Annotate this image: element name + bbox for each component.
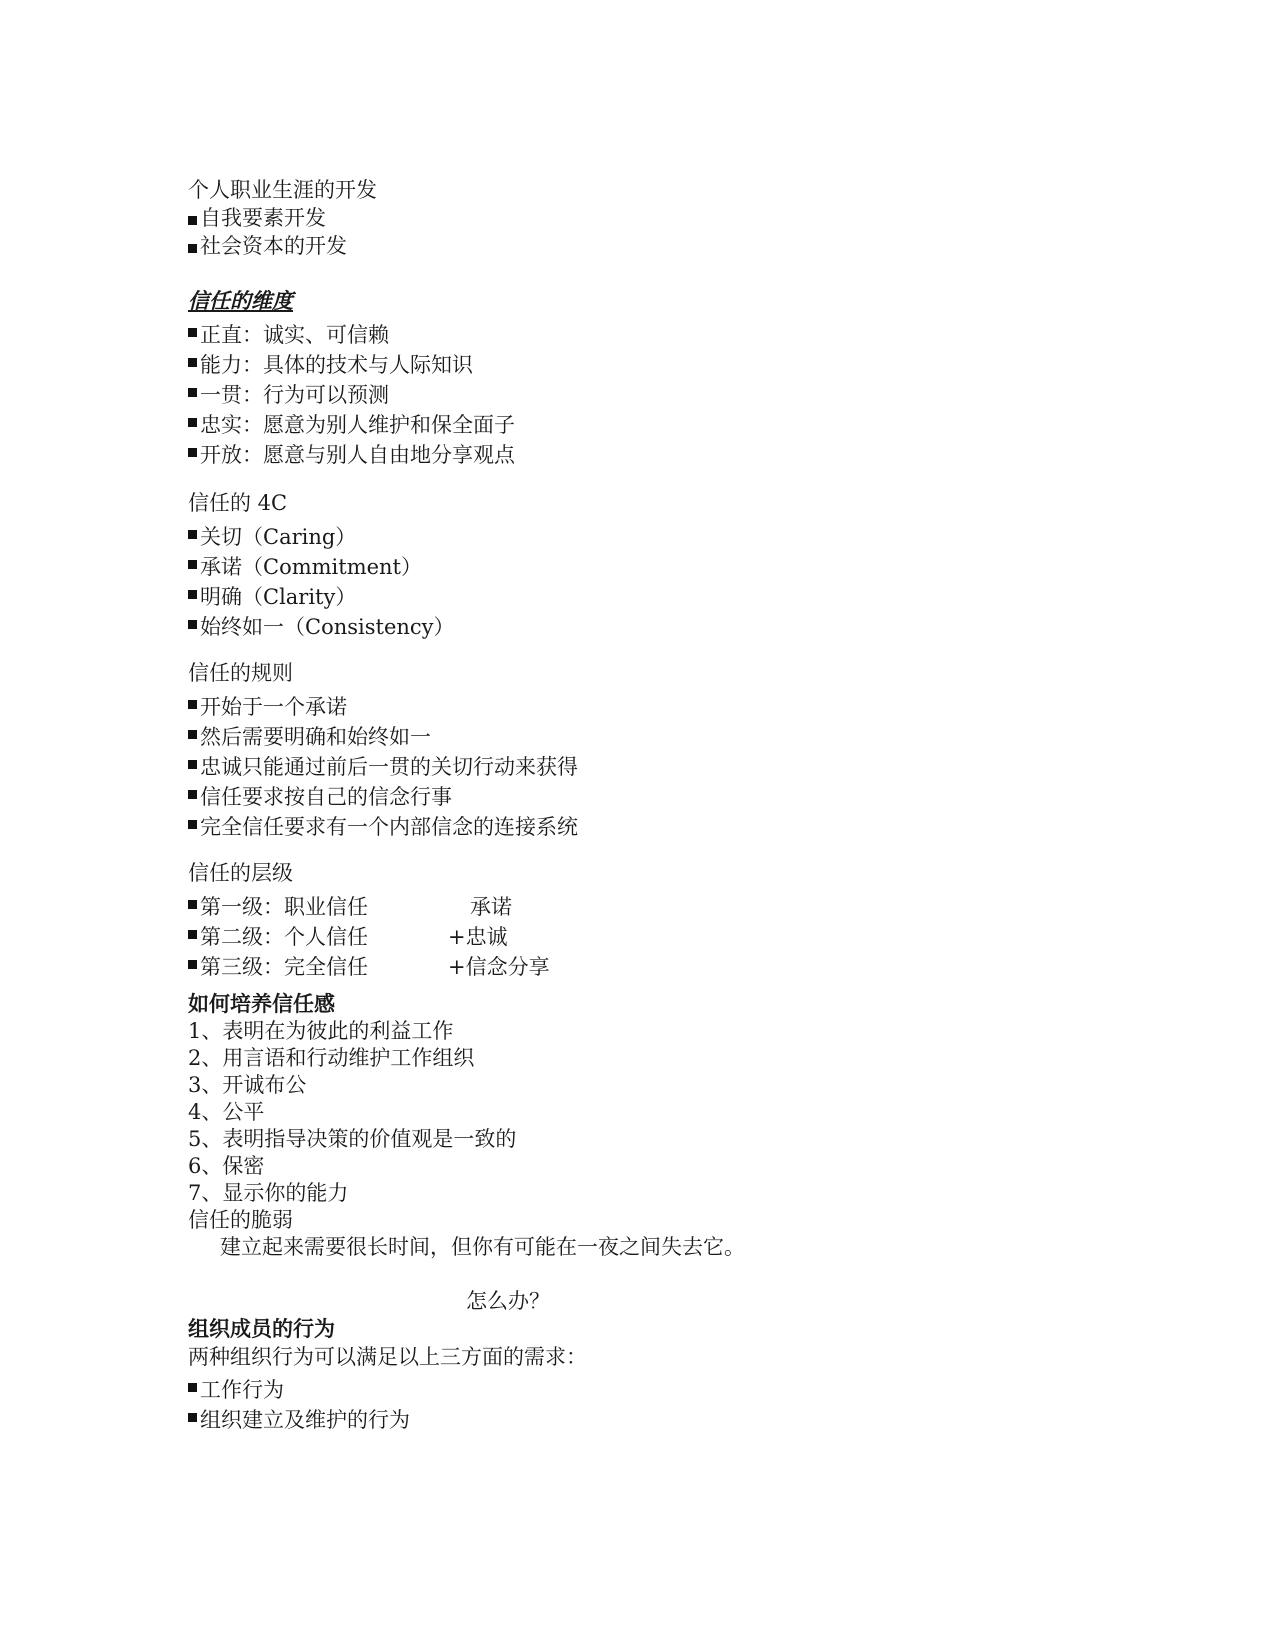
square-bullet-icon — [188, 328, 197, 337]
list-item: 一贯：行为可以预测 — [188, 380, 1088, 410]
question-text: 怎么办？ — [466, 1289, 550, 1313]
list-item: 正直：诚实、可信赖 — [188, 320, 1088, 350]
section-title-dimensions: 信任的维度 — [188, 289, 293, 313]
behavior-intro: 两种组织行为可以满足以上三方面的需求： — [188, 1345, 587, 1369]
list-item: 组织建立及维护的行为 — [188, 1405, 1088, 1435]
list-item: 第二级：个人信任 +忠诚 — [188, 922, 1088, 952]
list-item: 工作行为 — [188, 1375, 1088, 1405]
square-bullet-icon — [188, 930, 197, 939]
list-item: 关切（Caring） — [188, 522, 1088, 552]
square-bullet-icon — [188, 700, 197, 709]
square-bullet-icon — [188, 1413, 197, 1422]
list-item: 4、公平 — [188, 1100, 265, 1124]
square-bullet-icon — [188, 530, 197, 539]
square-bullet-icon — [188, 590, 197, 599]
section-title-fragile: 信任的脆弱 — [188, 1208, 293, 1232]
square-bullet-icon — [188, 358, 197, 367]
square-bullet-icon — [188, 620, 197, 629]
square-bullet-icon — [188, 244, 197, 253]
section-title-career: 个人职业生涯的开发 — [188, 178, 377, 202]
section-title-behavior: 组织成员的行为 — [188, 1317, 335, 1341]
list-item: 开始于一个承诺 — [188, 692, 1088, 722]
list-item: 1、表明在为彼此的利益工作 — [188, 1019, 454, 1043]
list-item: 自我要素开发 — [188, 204, 1088, 232]
list-item: 能力：具体的技术与人际知识 — [188, 350, 1088, 380]
square-bullet-icon — [188, 730, 197, 739]
section-title-4c: 信任的 4C — [188, 491, 288, 515]
section-title-cultivate: 如何培养信任感 — [188, 992, 335, 1016]
square-bullet-icon — [188, 790, 197, 799]
list-item: 社会资本的开发 — [188, 232, 1088, 260]
list-item: 忠实：愿意为别人维护和保全面子 — [188, 410, 1088, 440]
list-item: 6、保密 — [188, 1154, 265, 1178]
square-bullet-icon — [188, 418, 197, 427]
fragile-text: 建立起来需要很长时间，但你有可能在一夜之间失去它。 — [220, 1235, 745, 1259]
square-bullet-icon — [188, 388, 197, 397]
list-item: 开放：愿意与别人自由地分享观点 — [188, 440, 1088, 470]
square-bullet-icon — [188, 560, 197, 569]
square-bullet-icon — [188, 216, 197, 225]
square-bullet-icon — [188, 1383, 197, 1392]
list-item: 2、用言语和行动维护工作组织 — [188, 1046, 475, 1070]
list-item: 5、表明指导决策的价值观是一致的 — [188, 1127, 517, 1151]
list-item: 然后需要明确和始终如一 — [188, 722, 1088, 752]
list-item: 第三级：完全信任 +信念分享 — [188, 952, 1088, 982]
document-page — [188, 176, 1088, 1435]
list-item: 明确（Clarity） — [188, 582, 1088, 612]
list-item: 信任要求按自己的信念行事 — [188, 782, 1088, 812]
list-item: 完全信任要求有一个内部信念的连接系统 — [188, 812, 1088, 842]
list-item: 承诺（Commitment） — [188, 552, 1088, 582]
square-bullet-icon — [188, 900, 197, 909]
section-title-rules: 信任的规则 — [188, 661, 293, 685]
square-bullet-icon — [188, 820, 197, 829]
list-item: 第一级：职业信任 承诺 — [188, 892, 1088, 922]
list-item: 始终如一（Consistency） — [188, 612, 1088, 642]
square-bullet-icon — [188, 760, 197, 769]
list-item: 3、开诚布公 — [188, 1073, 307, 1097]
square-bullet-icon — [188, 960, 197, 969]
section-title-levels: 信任的层级 — [188, 861, 293, 885]
square-bullet-icon — [188, 448, 197, 457]
list-item: 7、显示你的能力 — [188, 1181, 349, 1205]
list-item: 忠诚只能通过前后一贯的关切行动来获得 — [188, 752, 1088, 782]
